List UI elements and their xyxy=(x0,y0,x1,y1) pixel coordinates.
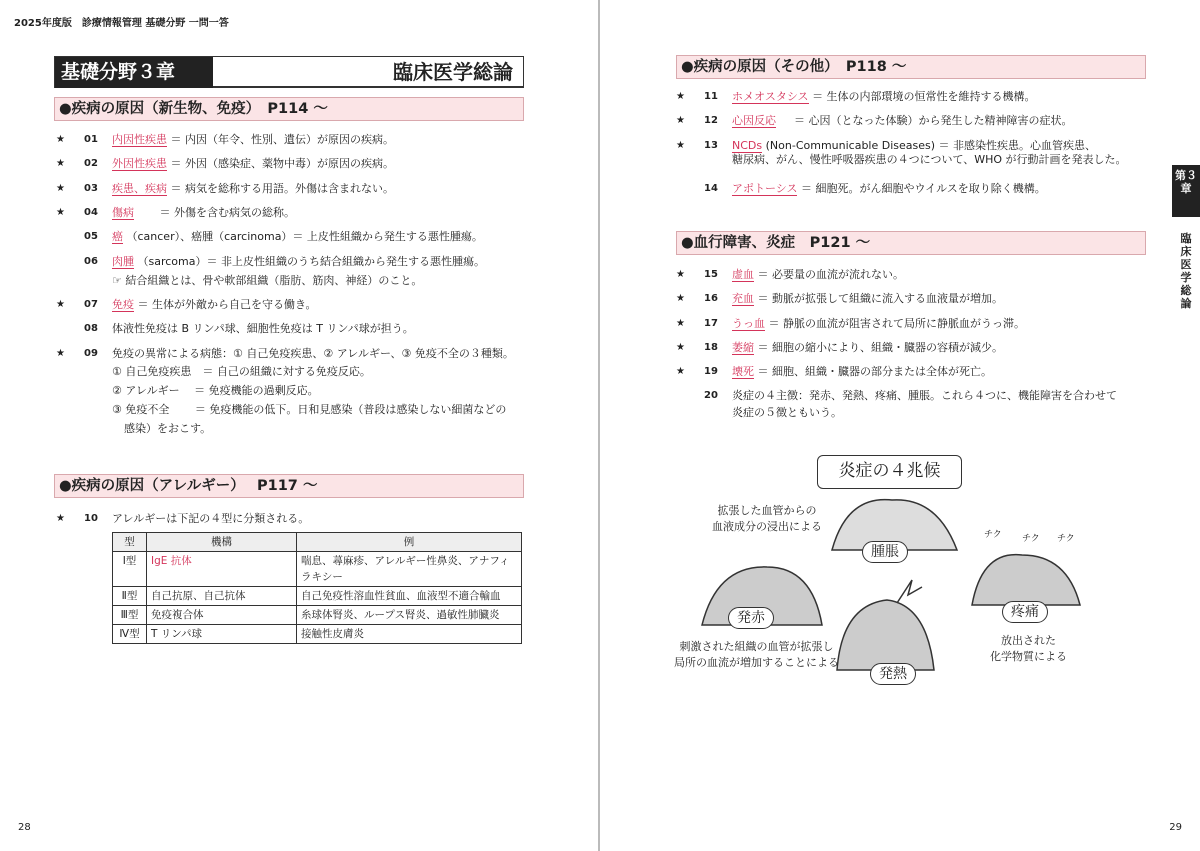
item-text xyxy=(732,339,1003,357)
caption-redness xyxy=(674,639,839,671)
table-cell: 喘息、蕁麻疹、アレルギー性鼻炎、アナフィラキシー xyxy=(297,552,522,587)
allergy-table xyxy=(112,532,522,644)
running-head: 2025年度版 診療情報管理 基礎分野 一問一答 xyxy=(14,18,229,29)
caption-line: 拡張した血管からの xyxy=(717,504,817,517)
key-term: 外因性疾患 xyxy=(112,157,167,170)
item-number: 05 xyxy=(84,231,98,242)
sub-item: ② アレルギー ＝ 免疫機能の過剰反応。 xyxy=(112,384,319,397)
section-heading: ●疾病の原因（その他） P118 ～ xyxy=(676,55,1146,79)
table-cell: 接触性皮膚炎 xyxy=(297,625,522,644)
item-number: 19 xyxy=(704,366,718,377)
item-number: 13 xyxy=(704,140,718,151)
star-icon: ★ xyxy=(676,115,685,126)
star-icon: ★ xyxy=(676,342,685,353)
continuation-text: 炎症の５徴ともいう。 xyxy=(732,406,842,419)
item-number: 14 xyxy=(704,183,718,194)
item-definition: （sarcoma）＝ 非上皮性組織のうち結合組織から発生する悪性腫瘍。 xyxy=(137,255,485,268)
table-cell: IgE 抗体 xyxy=(147,552,297,587)
label-pain: 疼痛 xyxy=(1002,601,1048,623)
item-definition: ＝ 病気を総称する用語。外傷は含まれない。 xyxy=(170,182,394,195)
key-term: 癌 xyxy=(112,230,123,243)
item-number: 15 xyxy=(704,269,718,280)
item-text xyxy=(112,155,394,173)
table-header: 型 xyxy=(113,533,147,552)
section-heading: ●疾病の原因（アレルギー） P117 ～ xyxy=(54,474,524,498)
item-text xyxy=(112,228,483,246)
item-text xyxy=(732,315,1025,333)
item-text xyxy=(732,88,1036,106)
item-number: 16 xyxy=(704,293,718,304)
star-icon: ★ xyxy=(676,293,685,304)
item-definition: ＝ 生体の内部環境の恒常性を維持する機構。 xyxy=(812,90,1036,103)
table-row xyxy=(113,552,522,587)
star-icon: ★ xyxy=(56,158,65,169)
item-number: 09 xyxy=(84,348,98,359)
table-cell: 自己免疫性溶血性貧血、血液型不適合輸血 xyxy=(297,587,522,606)
item-number: 10 xyxy=(84,513,98,524)
item-text xyxy=(732,180,1046,198)
sub-item: ① 自己免疫疾患 ＝ 自己の組織に対する免疫反応。 xyxy=(112,365,371,378)
item-text xyxy=(112,345,514,363)
table-row xyxy=(113,587,522,606)
table-cell: Ⅰ型 xyxy=(113,552,147,587)
item-definition: ＝ 必要量の血流が流れない。 xyxy=(757,268,904,281)
item-number: 03 xyxy=(84,183,98,194)
caption-line: 放出された xyxy=(1001,634,1056,647)
key-term: 肉腫 xyxy=(112,255,134,268)
table-header: 例 xyxy=(297,533,522,552)
caption-line: 血液成分の浸出による xyxy=(712,520,822,533)
key-term: 心因反応 xyxy=(732,114,776,127)
star-icon: ★ xyxy=(676,366,685,377)
item-definition: ＝ 動脈が拡張して組織に流入する血液量が増加。 xyxy=(757,292,1003,305)
continuation-text: 糖尿病、がん、慢性呼吸器疾患の４つについて、WHO が行動計画を発表した。 xyxy=(732,153,1127,166)
note-text: ☞ 結合組織とは、骨や軟部組織（脂肪、筋肉、神経）のこと。 xyxy=(112,274,423,287)
item-number: 07 xyxy=(84,299,98,310)
item-text xyxy=(112,131,394,149)
star-icon: ★ xyxy=(56,513,65,524)
chapter-number: 基礎分野３章 xyxy=(55,57,213,88)
key-term: NCDs xyxy=(732,139,763,152)
key-term: 内因性疾患 xyxy=(112,133,167,146)
item-text xyxy=(112,204,295,222)
star-icon: ★ xyxy=(676,91,685,102)
item-text xyxy=(112,253,485,271)
item-text xyxy=(112,296,317,314)
label-redness: 発赤 xyxy=(728,607,774,629)
caption-line: 化学物質による xyxy=(990,650,1067,663)
page-number: 29 xyxy=(1169,822,1182,833)
item-definition: ＝ 細胞の縮小により、組織・臓器の容積が減少。 xyxy=(757,341,1003,354)
item-definition: ＝ 細胞、組織・臓器の部分または全体が死亡。 xyxy=(757,365,992,378)
sting-text: チク xyxy=(984,530,1002,540)
table-cell: Ⅲ型 xyxy=(113,606,147,625)
illustration-title: 炎症の４兆候 xyxy=(817,455,962,489)
star-icon: ★ xyxy=(56,134,65,145)
key-term: 虚血 xyxy=(732,268,754,281)
caption-pain xyxy=(990,633,1067,665)
item-definition: ＝ 外傷を含む病気の総称。 xyxy=(137,206,295,219)
page-number: 28 xyxy=(18,822,31,833)
key-term: 充血 xyxy=(732,292,754,305)
key-term: うっ血 xyxy=(732,317,765,330)
key-term: 免疫 xyxy=(112,298,134,311)
section-heading: ●血行障害、炎症 P121 ～ xyxy=(676,231,1146,255)
table-cell: 自己抗原、自己抗体 xyxy=(147,587,297,606)
table-cell: 糸球体腎炎、ループス腎炎、過敏性肺臓炎 xyxy=(297,606,522,625)
item-definition: ＝ 外因（感染症、薬物中毒）が原因の疾病。 xyxy=(170,157,394,170)
caption-line: 局所の血流が増加することによる xyxy=(674,656,839,669)
key-term: 壊死 xyxy=(732,365,754,378)
item-number: 11 xyxy=(704,91,718,102)
key-term: 傷病 xyxy=(112,206,134,219)
item-text xyxy=(732,112,1073,130)
item-number: 20 xyxy=(704,390,718,401)
star-icon: ★ xyxy=(56,299,65,310)
table-cell: Ⅱ型 xyxy=(113,587,147,606)
sting-text: チク xyxy=(1057,534,1075,544)
key-term: 疾患、疾病 xyxy=(112,182,167,195)
item-definition: ＝ 細胞死。がん細胞やウイルスを取り除く機構。 xyxy=(800,182,1046,195)
star-icon: ★ xyxy=(676,140,685,151)
item-text xyxy=(732,290,1003,308)
item-number: 04 xyxy=(84,207,98,218)
item-number: 12 xyxy=(704,115,718,126)
section-heading: ●疾病の原因（新生物、免疫） P114 ～ xyxy=(54,97,524,121)
item-definition: 炎症の４主徴：発赤、発熱、疼痛、腫脹。これら４つに、機能障害を合わせて xyxy=(732,389,1117,402)
table-header: 機構 xyxy=(147,533,297,552)
item-definition: 免疫の異常による病態：① 自己免疫疾患、② アレルギー、③ 免疫不全の３種類。 xyxy=(112,347,514,360)
star-icon: ★ xyxy=(56,183,65,194)
sub-item: 感染）をおこす。 xyxy=(124,422,212,435)
star-icon: ★ xyxy=(56,348,65,359)
caption-swelling xyxy=(712,503,822,535)
label-swelling: 腫脹 xyxy=(862,541,908,563)
table-cell: Ⅳ型 xyxy=(113,625,147,644)
sub-item: ③ 免疫不全 ＝ 免疫機能の低下。日和見感染（普段は感染しない細菌などの xyxy=(112,403,507,416)
key-term: ホメオスタシス xyxy=(732,90,809,103)
table-row xyxy=(113,625,522,644)
item-number: 18 xyxy=(704,342,718,353)
sting-text: チク xyxy=(1022,534,1040,544)
table-row xyxy=(113,606,522,625)
item-definition: ＝ 内因（年令、性別、遺伝）が原因の疾病。 xyxy=(170,133,394,146)
key-term: 萎縮 xyxy=(732,341,754,354)
key-term: アポトーシス xyxy=(732,182,798,195)
caption-line: 刺激された組織の血管が拡張し xyxy=(679,640,834,653)
item-definition: ＝ 生体が外敵から自己を守る働き。 xyxy=(137,298,317,311)
star-icon: ★ xyxy=(56,207,65,218)
chapter-side-text: 臨床医学総論 xyxy=(1180,232,1192,310)
item-definition: 体液性免疫は B リンパ球、細胞性免疫は T リンパ球が担う。 xyxy=(112,322,414,335)
item-definition: ＝ 静脈の血流が阻害されて局所に静脈血がうっ滞。 xyxy=(768,317,1025,330)
item-number: 06 xyxy=(84,256,98,267)
chapter-header xyxy=(54,56,524,88)
item-text xyxy=(112,320,414,338)
chapter-side-tab: 第３章 xyxy=(1172,165,1200,217)
table-cell: T リンパ球 xyxy=(147,625,297,644)
item-text xyxy=(732,266,904,284)
item-definition: アレルギーは下記の４型に分類される。 xyxy=(112,512,310,525)
table-cell: 免疫複合体 xyxy=(147,606,297,625)
star-icon: ★ xyxy=(676,269,685,280)
item-number: 17 xyxy=(704,318,718,329)
item-definition: ＝ 心因（となった体験）から発生した精神障害の症状。 xyxy=(779,114,1073,127)
item-text xyxy=(732,387,1117,405)
label-fever: 発熱 xyxy=(870,663,916,685)
page-gutter xyxy=(598,0,600,851)
item-text xyxy=(112,180,394,198)
item-definition: （cancer）、癌腫（carcinoma）＝ 上皮性組織から発生する悪性腫瘍。 xyxy=(126,230,483,243)
item-definition: (Non-Communicable Diseases) ＝ 非感染性疾患。心血管疾患、 xyxy=(765,139,1097,152)
item-text xyxy=(112,510,309,528)
item-text xyxy=(732,363,992,381)
right-page xyxy=(606,0,1200,851)
item-number: 08 xyxy=(84,323,98,334)
chapter-title: 臨床医学総論 xyxy=(393,60,513,84)
star-icon: ★ xyxy=(676,318,685,329)
item-number: 01 xyxy=(84,134,98,145)
inflammation-illustration xyxy=(672,455,1142,695)
item-number: 02 xyxy=(84,158,98,169)
